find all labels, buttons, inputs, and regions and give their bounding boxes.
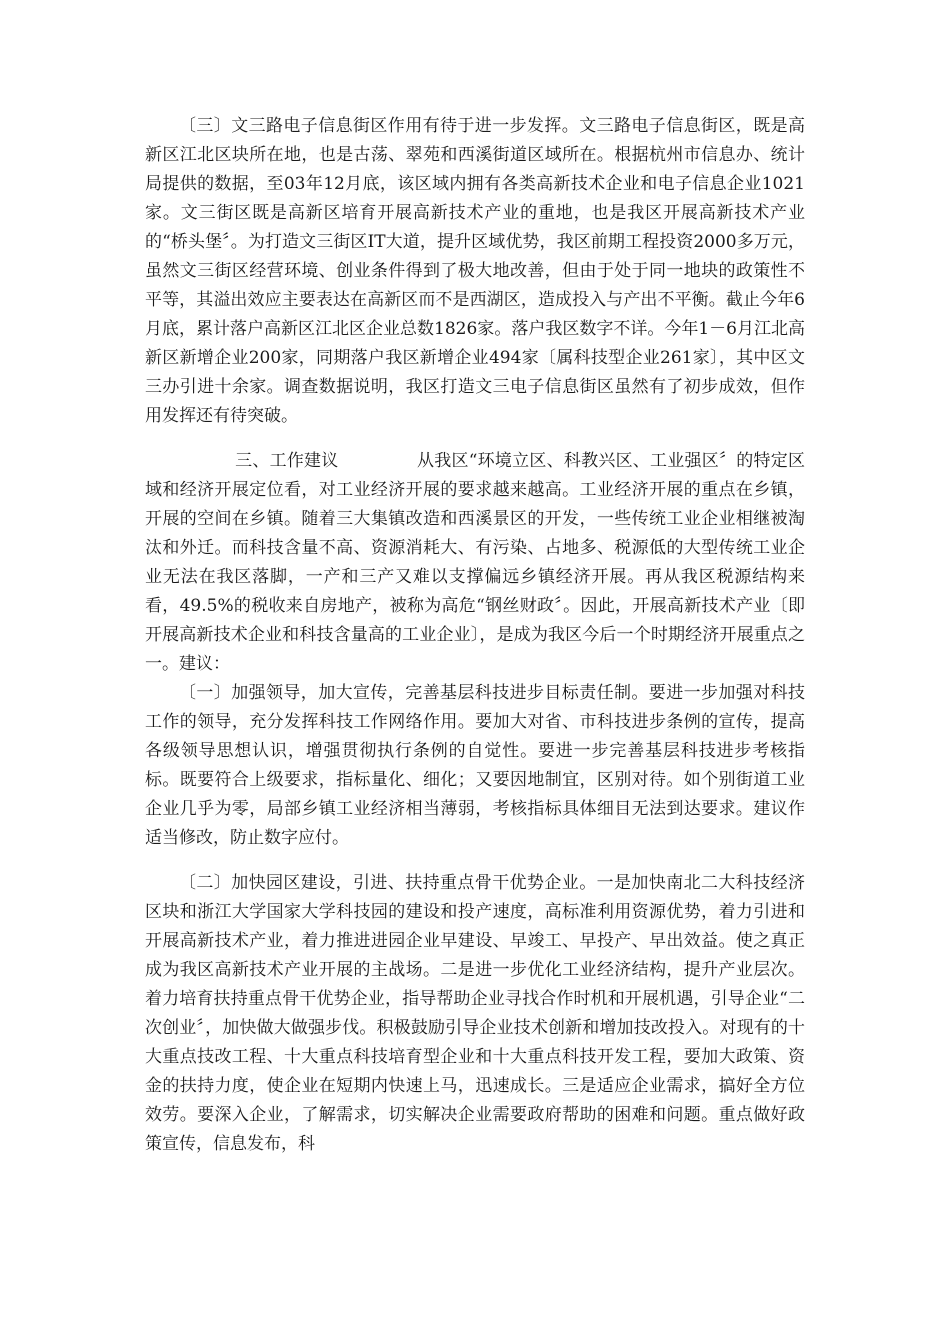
suggestion-1: 〔一〕加强领导，加大宣传，完善基层科技进步目标责任制。要进一步加强对科技工作的领导，充分发挥科技工作网络作用。要加大对省、市科技进步条例的宣传，提高各级领导思想认识，增强贯彻执行条例的自觉性。要进一步完善基层科技进步考核指标。既要符合上级要求，指标量化、细化；又要因地制宜，区别对待。如个别街道工业企业几乎为零，局部乡镇工业经济相当薄弱，考核指标具体细目无法到达要求。建议作适当修改，防止数字应付。	[145, 683, 805, 848]
document-page	[145, 112, 805, 1175]
suggestion-2: 〔二〕加快园区建设，引进、扶持重点骨干优势企业。一是加快南北二大科技经济区块和浙江大学国家大学科技园的建设和投产速度，高标准利用资源优势，着力引进和开展高新技术产业，着力推进进园企业早建设、早竣工、早投产、早出效益。使之真正成为我区高新技术产业开展的主战场。二是进一步优化工业经济结构，提升产业层次。着力培育扶持重点骨干优势企业，指导帮助企业寻找合作时机和开展机遇，引导企业“二次创业〞，加快做大做强步伐。积极鼓励引导企业技术创新和增加技改投入。对现有的十大重点技改工程、十大重点科技培育型企业和十大重点科技开发工程，要加大政策、资金的扶持力度，使企业在短期内快速上马，迅速成长。三是适应企业需求，搞好全方位效劳。要深入企业，了解需求，切实解决企业需要政府帮助的困难和问题。重点做好政策宣传，信息发布，科	[145, 873, 805, 1154]
paragraph-section-3: 〔三〕文三路电子信息街区作用有待于进一步发挥。文三路电子信息街区，既是高新区江北区块所在地，也是古荡、翠苑和西溪街道区域所在。根据杭州市信息办、统计局提供的数据，至03年12月底，该区域内拥有各类高新技术企业和电子信息企业1021家。文三街区既是高新区培育开展高新技术产业的重地，也是我区开展高新技术产业的“桥头堡〞。为打造文三街区IT大道，提升区域优势，我区前期工程投资2000多万元，虽然文三街区经营环境、创业条件得到了极大地改善，但由于处于同一地块的政策性不平等，其溢出效应主要表达在高新区而不是西湖区，造成投入与产出不平衡。截止今年6月底，累计落户高新区江北区企业总数1826家。落户我区数字不详。今年1－6月江北高新区新增企业200家，同期落户我区新增企业494家〔属科技型企业261家〕，其中区文三办引进十余家。调查数据说明，我区打造文三电子信息街区虽然有了初步成效，但作用发挥还有待突破。	[145, 116, 805, 426]
section-intro: 从我区“环境立区、科教兴区、工业强区〞的特定区域和经济开展定位看，对工业经济开展的要求越来越高。工业经济开展的重点在乡镇，开展的空间在乡镇。随着三大集镇改造和西溪景区的开发，一些传统工业企业相继被淘汰和外迁。而科技含量不高、资源消耗大、有污染、占地多、税源低的大型传统工业企业无法在我区落脚，一产和三产又难以支撑偏远乡镇经济开展。再从我区税源结构来看，49.5%的税收来自房地产，被称为高危“钢丝财政〞。因此，开展高新技术产业〔即开展高新技术企业和科技含量高的工业企业〕，是成为我区今后一个时期经济开展重点之一。建议：	[145, 451, 805, 674]
work-suggestions-block	[145, 447, 805, 679]
section-heading: 三、工作建议	[235, 451, 339, 471]
